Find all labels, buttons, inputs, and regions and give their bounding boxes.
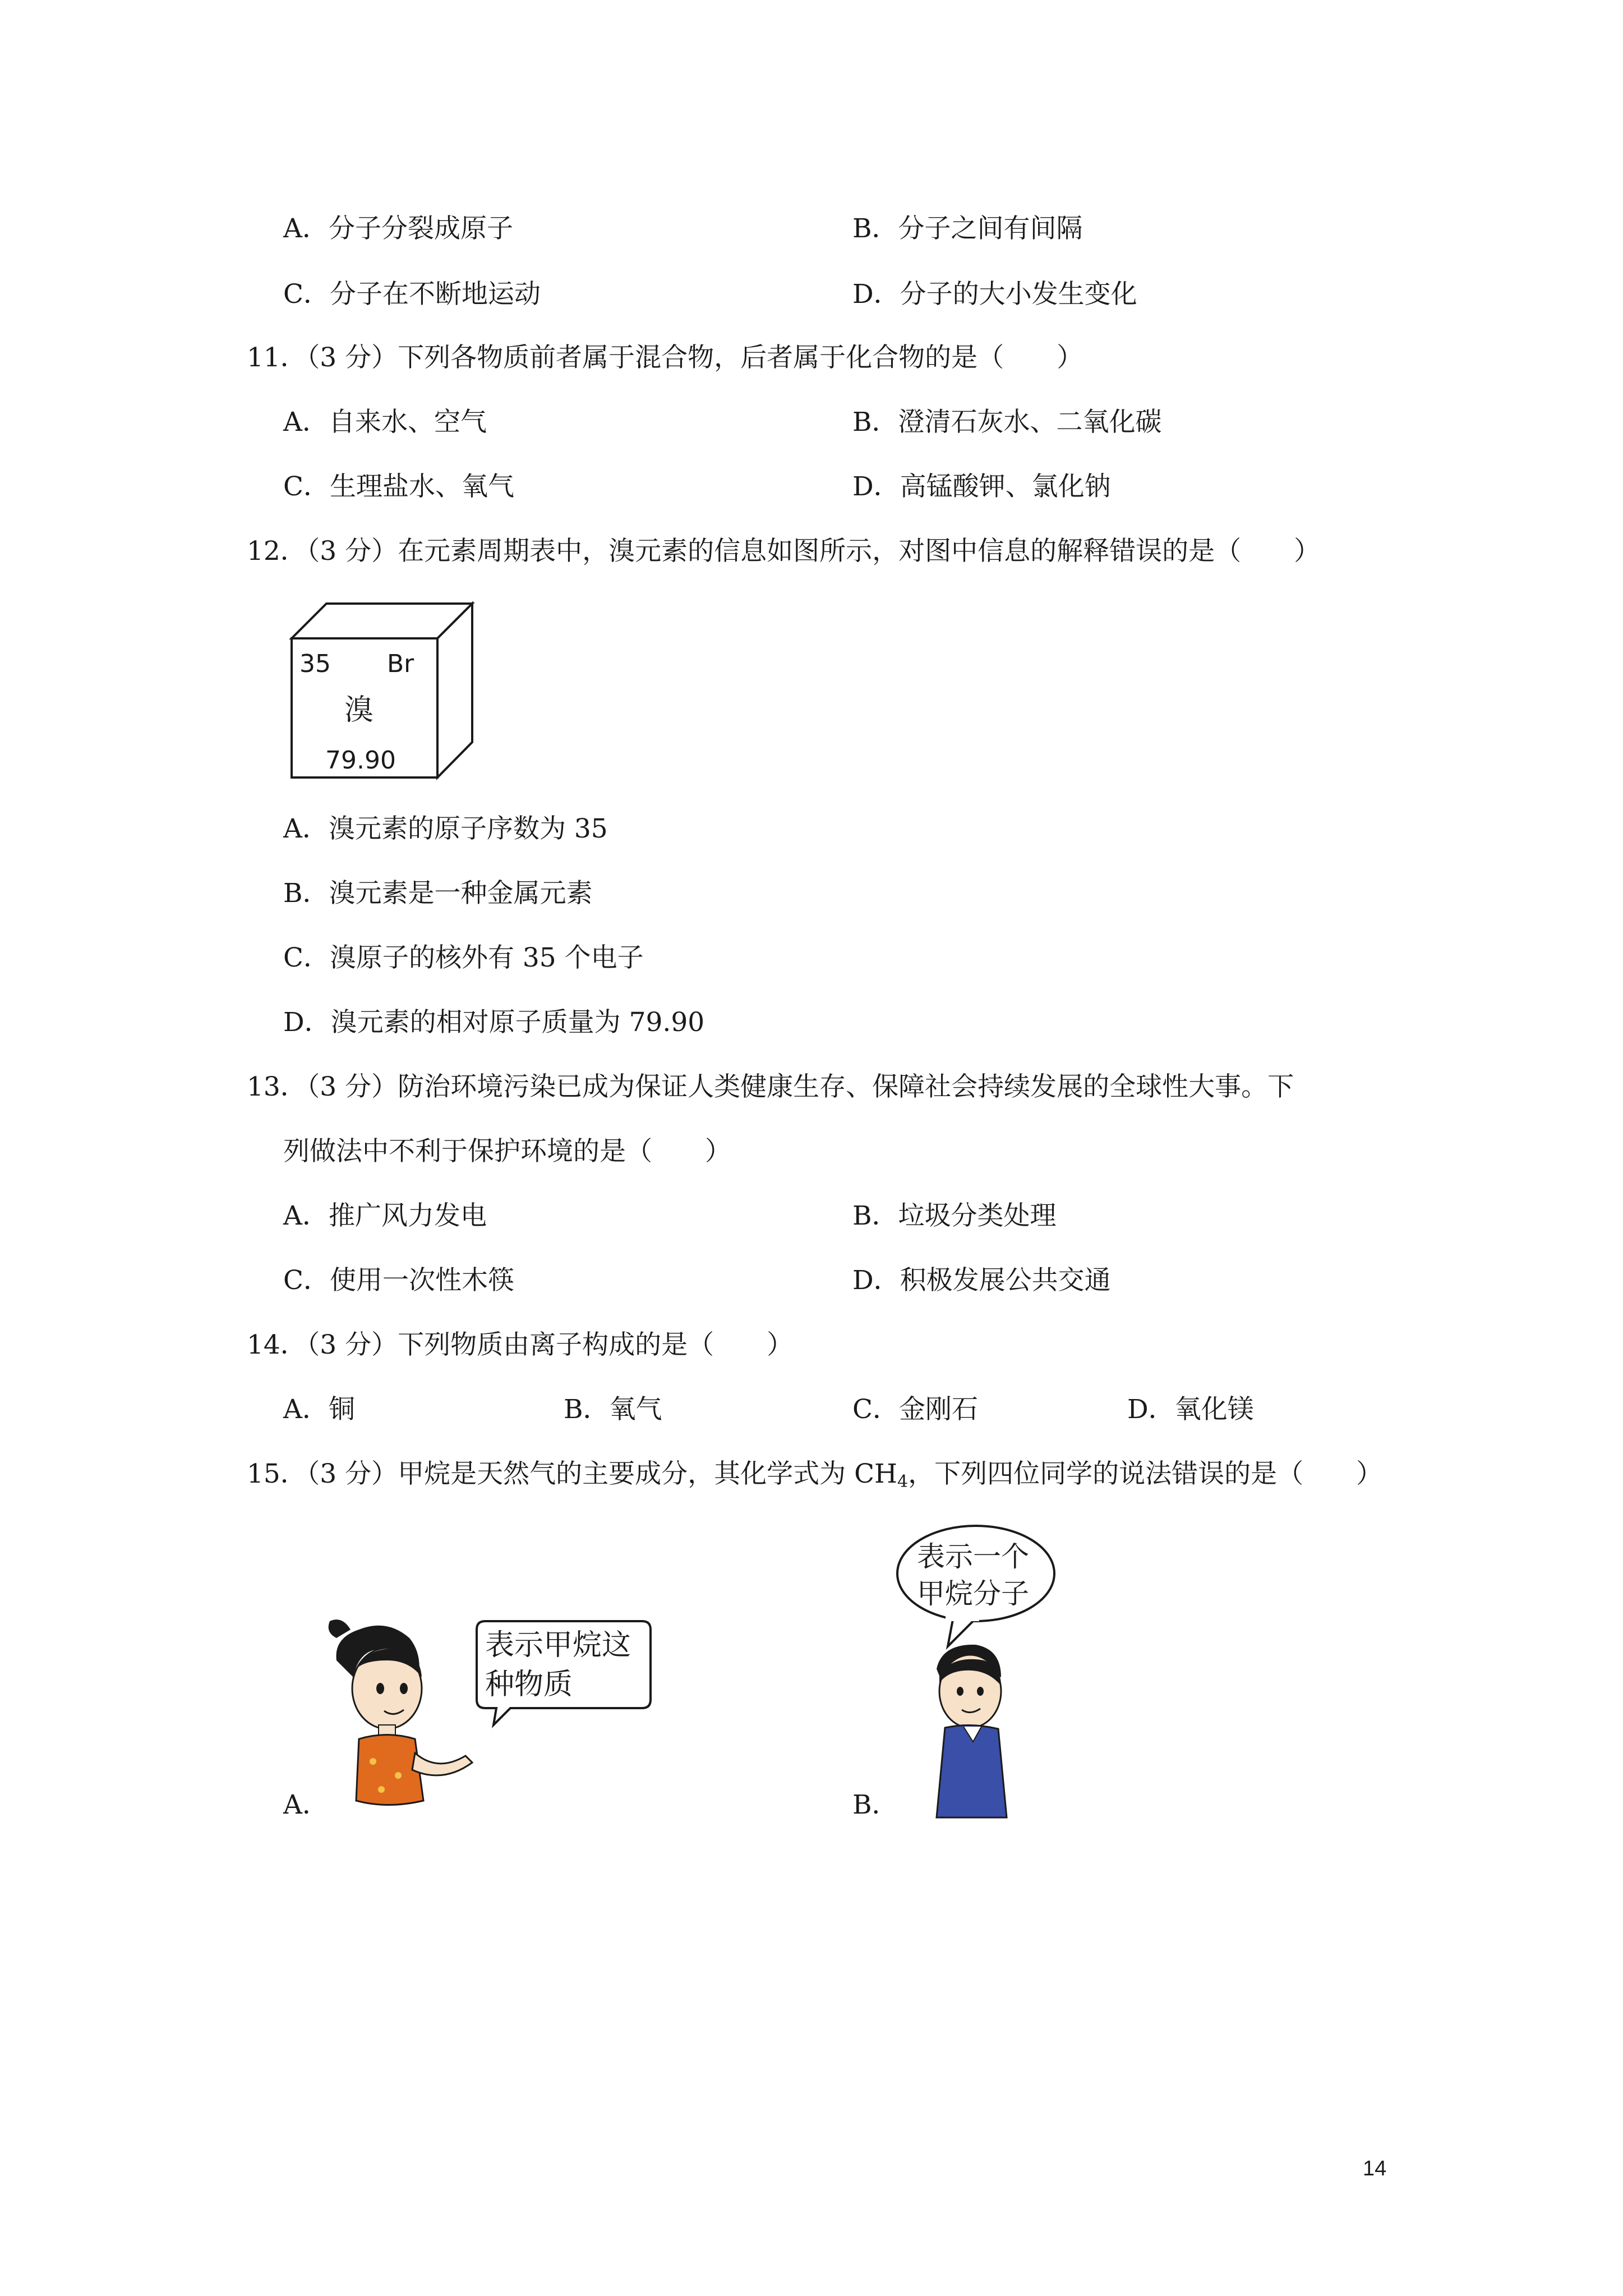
q14-option-a: A．铜 <box>283 1394 355 1425</box>
bubble-a-line2: 种物质 <box>485 1668 573 1701</box>
q12-option-b: B．溴元素是一种金属元素 <box>283 878 593 909</box>
q12-option-c: C．溴原子的核外有 35 个电子 <box>283 942 644 973</box>
element-name: 溴 <box>344 693 374 727</box>
bromine-element-tile <box>287 599 478 784</box>
q10-option-d: D．分子的大小发生变化 <box>852 279 1137 310</box>
q15-option-b: B． <box>852 1789 898 1820</box>
q12-option-a: A．溴元素的原子序数为 35 <box>283 813 608 844</box>
q12-option-d: D．溴元素的相对原子质量为 79.90 <box>283 1007 705 1038</box>
q13-stem-line2: 列做法中不利于保护环境的是（ ） <box>283 1136 731 1167</box>
q15-option-a: A． <box>283 1789 329 1820</box>
q14-option-b: B．氧气 <box>564 1394 662 1425</box>
q11-stem: 11．（3 分）下列各物质前者属于混合物，后者属于化合物的是（ ） <box>247 342 1083 373</box>
q10-option-b: B．分子之间有间隔 <box>852 213 1083 244</box>
q11-option-b: B．澄清石灰水、二氧化碳 <box>852 407 1162 438</box>
q13-option-b: B．垃圾分类处理 <box>852 1200 1057 1231</box>
bubble-b-line2: 甲烷分子 <box>917 1577 1029 1610</box>
q13-option-c: C．使用一次性木筷 <box>283 1265 514 1296</box>
q11-option-a: A．自来水、空气 <box>283 407 487 438</box>
bubble-a-line1: 表示甲烷这 <box>485 1628 631 1662</box>
q13-option-d: D．积极发展公共交通 <box>852 1265 1111 1296</box>
bubble-b-line1: 表示一个 <box>917 1540 1029 1573</box>
q14-option-c: C．金刚石 <box>852 1394 978 1425</box>
element-number: 35 <box>299 650 331 678</box>
element-symbol: Br <box>387 650 414 678</box>
q11-option-c: C．生理盐水、氧气 <box>283 471 514 502</box>
q15-stem <box>247 1457 1382 1499</box>
q14-option-d: D．氧化镁 <box>1127 1394 1254 1425</box>
q11-option-d: D．高锰酸钾、氯化钠 <box>852 471 1111 502</box>
page-number: 14 <box>1363 2157 1387 2180</box>
q15-stem-before: 15．（3 分）甲烷是天然气的主要成分，其化学式为 CH <box>247 1458 898 1489</box>
q15-stem-subscript: 4 <box>897 1472 909 1492</box>
q13-stem-line1: 13．（3 分）防治环境污染已成为保证人类健康生存、保障社会持续发展的全球性大事。下 <box>247 1071 1294 1102</box>
girl-illustration <box>325 1616 673 1823</box>
q13-option-a: A．推广风力发电 <box>283 1200 487 1231</box>
q14-stem: 14．（3 分）下列物质由离子构成的是（ ） <box>247 1329 794 1360</box>
q15-stem-after: ，下列四位同学的说法错误的是（ ） <box>908 1458 1383 1489</box>
boy-illustration <box>892 1520 1060 1823</box>
q10-option-a: A．分子分裂成原子 <box>283 213 513 244</box>
q10-option-c: C．分子在不断地运动 <box>283 279 541 310</box>
element-mass: 79.90 <box>325 746 396 775</box>
q12-stem: 12．（3 分）在元素周期表中，溴元素的信息如图所示，对图中信息的解释错误的是（ ） <box>247 536 1321 567</box>
